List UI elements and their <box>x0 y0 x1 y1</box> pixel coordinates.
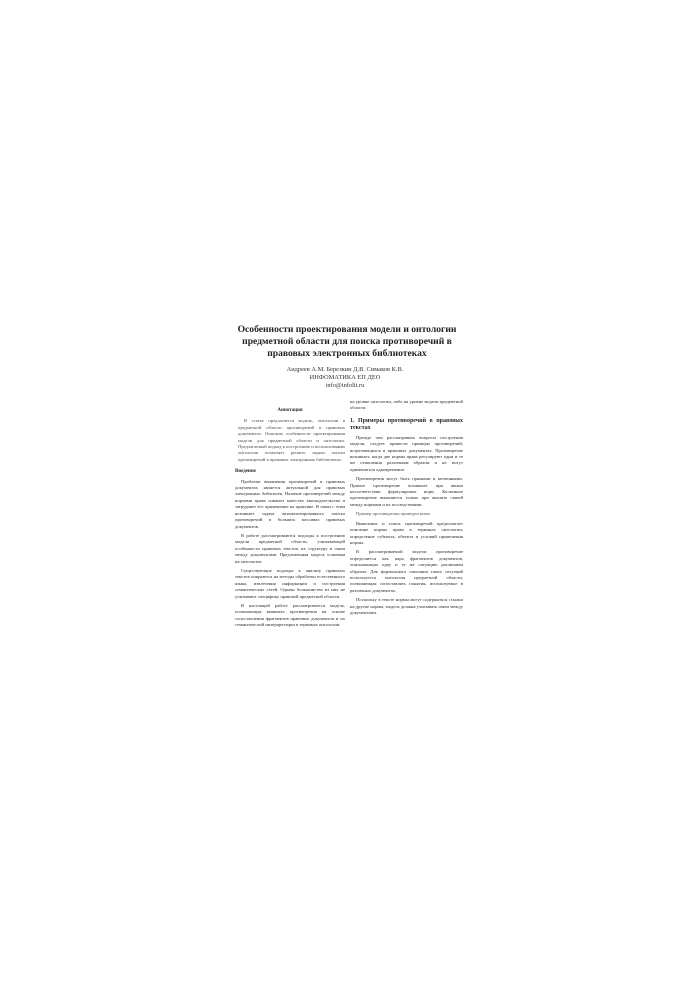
paper-title: Особенности проектирования модели и онтологии предметной области для поиска противоречий в правовых электронных библиотеках <box>237 324 457 359</box>
body-paragraph: на уровне онтологии, либо на уровне модели предметной области. <box>350 399 463 411</box>
left-column <box>235 405 345 632</box>
body-paragraph: В настоящей работе рассматривается модель, позволяющая выявлять противоречия на основе сопоставления фрагментов правовых документов и их семантической интерпретации в терминах онтологии. <box>235 602 345 628</box>
body-paragraph: Противоречия могут быть прямыми и косвенными. Прямое противоречие возникает при явном несоответствии формулировок норм. Косвенное противоречие выявляется только при анализе связей между нормами и их последствиями. <box>350 476 463 507</box>
email-line: info@infolit.ru <box>325 382 365 389</box>
body-paragraph: Существующие подходы к анализу правовых текстов опираются на методы обработки естественного языка, извлечения информации и построения семантических сетей. Однако большинство из них не учитывают специфику правовой предметной области. <box>235 567 345 599</box>
body-paragraph: Поскольку в тексте нормы могут содержаться ссылки на другие нормы, модель должна учитывать связи между документами. <box>350 597 463 615</box>
section-heading: 1. Примеры противоречий в правовых текстах <box>350 417 463 431</box>
authors-line: Андреев А.М. Березкин Д.В. Симаков К.В. <box>286 366 404 373</box>
right-column <box>350 399 463 619</box>
body-paragraph: Проблема выявления противоречий в правовых документах является актуальной для правовых электронных библиотек. Наличие противоречий между нормами права снижает качество законодательства и затрудняет его применение на практике. В связи с этим возникает задача автоматизированного поиска противоречий в больших массивах правовых документов. <box>235 478 345 529</box>
body-paragraph: Прежде чем рассматривать вопросы построения модели, следует привести примеры противоречий, встречающихся в правовых документах. Противоречие возникает, когда две нормы права регулируют одни и те же отношения различным образом и не могут применяться одновременно. <box>350 434 463 472</box>
affiliation-line: ИНФОМАТИКА ЕП ДЕО <box>309 374 381 381</box>
body-paragraph: Выявление и поиск противоречий предполагает описание нормы права в терминах онтологии, определение субъекта, объекта и условий применения нормы. <box>350 520 463 545</box>
body-paragraph: В рассматриваемой модели противоречие определяется как пара фрагментов документов, описывающих одну и ту же ситуацию различным образом. Для формального описания таких ситуаций используется онтология предметной области, позволяющая сопоставлять понятия, используемые в различных документах. <box>350 549 463 593</box>
abstract-text: В статье предлагается модель, онтологии в предметной области противоречий в правовых документах. Описаны особенности проектирования модели для предметной области и онтологии. Предлагаемый подход к построению и использованию онтологии позволяет решить задачи поиска противоречий в правовых электронных библиотеках. <box>238 418 345 462</box>
intro-heading: Введение <box>235 469 256 475</box>
author-block <box>270 366 420 390</box>
body-paragraph: В работе рассматриваются подходы к построению модели предметной области, учитывающей особенности правовых текстов, их структуру и связи между документами. Предложенная модель основана на онтологии. <box>235 532 345 564</box>
abstract-heading: Аннотация <box>277 408 303 413</box>
example-caption: Пример противоречия приведен ниже. <box>356 511 432 517</box>
